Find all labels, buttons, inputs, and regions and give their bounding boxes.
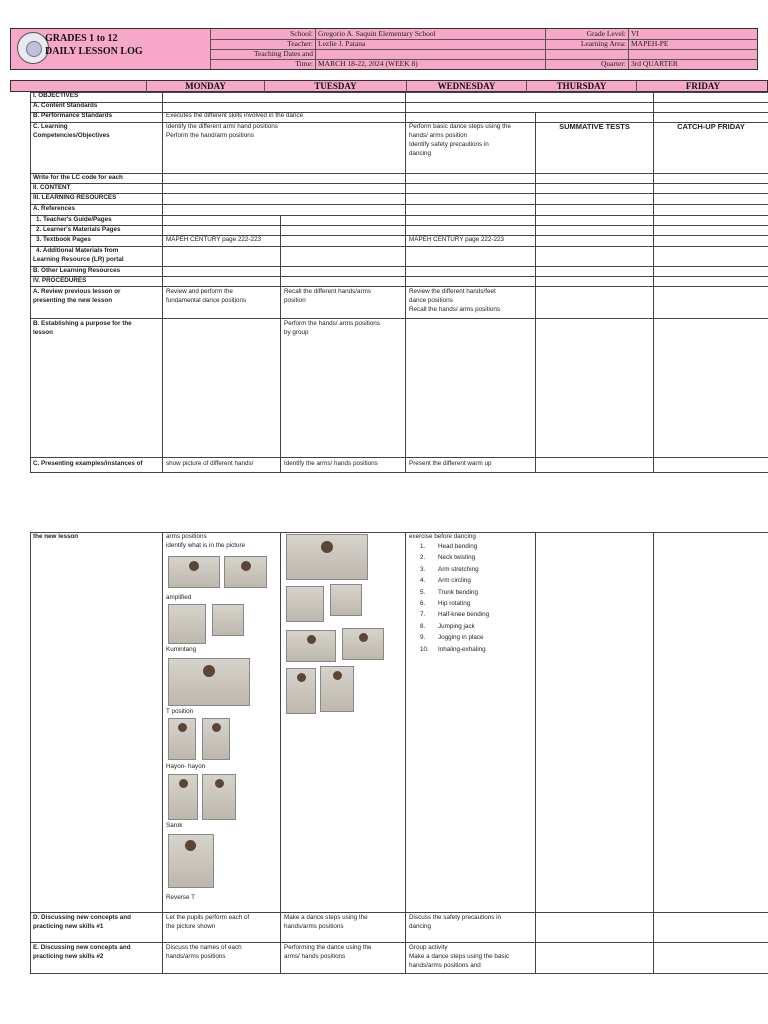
review-wednesday-1: Review the different hands/feet xyxy=(409,288,496,295)
row-additional-1: 4. Additional Materials from xyxy=(36,247,119,254)
e-monday-1: Discuss the names of each xyxy=(166,944,242,951)
row-additional-2: Learning Resource (LR) portal xyxy=(33,256,124,263)
photo-kumintang-1 xyxy=(168,604,206,644)
d-tuesday-2: hands/arms positions xyxy=(284,923,344,930)
e-wednesday-1: Group activity xyxy=(409,944,448,951)
warmup-item: 1. Head bending xyxy=(420,543,478,550)
row-objectives: I. OBJECTIVES xyxy=(33,92,79,99)
caption-sarok: Sarok xyxy=(166,822,183,829)
row-purpose-2: lesson xyxy=(33,329,53,336)
row-review-1: A. Review previous lesson or xyxy=(33,288,121,295)
grade-value: VI xyxy=(631,29,639,38)
area-value: MAPEH-PE xyxy=(631,39,669,48)
warmup-item: 2. Neck twisting xyxy=(420,554,476,562)
row-content-standards: A. Content Standards xyxy=(33,102,98,109)
day-wednesday: WEDNESDAY xyxy=(437,81,496,91)
photo-amplified-2 xyxy=(224,556,267,588)
review-wednesday-2: dance positions xyxy=(409,297,453,304)
textbook-wednesday: MAPEH CENTURY page 222-223 xyxy=(409,236,504,243)
lesson-table-page2 xyxy=(0,528,768,978)
review-tuesday-1: Recall the different hands/arms xyxy=(284,288,372,295)
row-learners-materials: 2. Learner's Materials Pages xyxy=(36,226,121,233)
quarter-label: Quarter: xyxy=(601,59,626,68)
lc-wednesday-4: dancing xyxy=(409,150,432,157)
caption-kumintang: Kumintang xyxy=(166,646,197,653)
day-thursday: THURSDAY xyxy=(556,81,607,91)
e-tuesday-2: arms/ hands positions xyxy=(284,953,346,960)
warmup-item: 8. Jumping jack xyxy=(420,622,475,630)
row-procedures: IV. PROCEDURES xyxy=(33,277,87,284)
photo-tuesday-4 xyxy=(286,630,336,662)
header-title-1: GRADES 1 to 12 xyxy=(45,33,118,44)
photo-tuesday-2 xyxy=(286,586,324,622)
d-wednesday-1: Discuss the safety precautions in xyxy=(409,914,502,921)
lc-wednesday-3: Identify safety precautions in xyxy=(409,141,489,148)
textbook-monday: MAPEH CENTURY page 222-223 xyxy=(166,236,261,243)
day-friday: FRIDAY xyxy=(685,81,721,91)
photo-tuesday-3 xyxy=(330,584,362,616)
lc-monday-1: Identify the different arm/ hand positions xyxy=(166,123,278,130)
photo-tuesday-6 xyxy=(286,668,316,714)
row-purpose-1: B. Establishing a purpose for the xyxy=(33,320,132,327)
caption-hayon-hayon: Hayon- hayon xyxy=(166,763,206,770)
row-performance-standards: B. Performance Standards xyxy=(33,112,113,119)
area-label: Learning Area: xyxy=(580,39,626,48)
photo-sarok-1 xyxy=(168,774,198,820)
lesson-table-page1 xyxy=(0,0,768,480)
row-review-2: presenting the new lesson xyxy=(33,297,113,304)
warmup-item: 9. Jogging in place xyxy=(420,634,484,642)
review-monday-1: Review and perform the xyxy=(166,288,233,295)
day-tuesday: TUESDAY xyxy=(314,81,357,91)
monday-identify: identify what is in the picture xyxy=(166,542,246,549)
performance-standards-value: Executes the different skills involved in the dance xyxy=(166,112,304,119)
teacher-label: Teacher: xyxy=(287,39,313,48)
day-monday: MONDAY xyxy=(185,81,226,91)
lc-monday-2: Perform the hand/arm positions xyxy=(166,132,254,139)
wednesday-warmup-intro: exercise before dancing xyxy=(409,533,476,540)
lc-friday: CATCH-UP FRIDAY xyxy=(677,122,745,131)
d-monday-1: Let the pupils perform each of xyxy=(166,914,250,921)
row-learning-competencies-2: Competencies/Objectives xyxy=(33,132,110,139)
photo-hayon-2 xyxy=(202,718,230,760)
teacher-value: Lezlie J. Patana xyxy=(318,39,366,48)
row-content: II. CONTENT xyxy=(33,184,71,191)
row-textbook: 3. Textbook Pages xyxy=(36,236,91,243)
dates-label-1: Teaching Dates and xyxy=(253,49,313,58)
warmup-item: 6. Hip rotating xyxy=(420,599,471,607)
caption-amplified: amplified xyxy=(166,594,192,601)
warmup-list xyxy=(420,543,532,657)
row-discussing-1-b: practicing new skills #1 xyxy=(33,923,104,930)
row-lc-code: Write for the LC code for each xyxy=(33,174,123,181)
row-learning-competencies-1: C. Learning xyxy=(33,123,68,130)
e-tuesday-1: Performing the dance using the xyxy=(284,944,372,951)
row-other-resources: B. Other Learning Resources xyxy=(33,267,121,274)
e-monday-2: hands/arms positions xyxy=(166,953,226,960)
photo-tuesday-5 xyxy=(342,628,384,660)
d-monday-2: the picture shown xyxy=(166,923,216,930)
photo-t-position xyxy=(168,658,250,706)
review-wednesday-3: Recall the hands/ arms positions xyxy=(409,306,501,313)
warmup-item: 10. Inhaling-exhaling xyxy=(420,645,486,653)
row-discussing-2-b: practicing new skills #2 xyxy=(33,953,104,960)
photo-sarok-2 xyxy=(202,774,236,820)
row-discussing-2-a: E. Discussing new concepts and xyxy=(33,944,131,951)
photo-tuesday-1 xyxy=(286,534,368,580)
review-tuesday-2: position xyxy=(284,297,306,304)
row-discussing-1-a: D. Discussing new concepts and xyxy=(33,914,131,921)
row-new-lesson: the new lesson xyxy=(33,533,79,540)
warmup-item: 5. Trunk bending xyxy=(420,588,479,596)
photo-hayon-1 xyxy=(168,718,196,760)
warmup-item: 3. Arm stretching xyxy=(420,565,479,573)
dates-label-2: Time: xyxy=(295,59,313,68)
photo-amplified-1 xyxy=(168,556,220,588)
caption-reverse-t: Reverse T xyxy=(166,894,195,901)
lc-thursday: SUMMATIVE TESTS xyxy=(559,122,630,131)
photo-kumintang-2 xyxy=(212,604,244,636)
review-monday-2: fundamental dance positions xyxy=(166,297,247,304)
purpose-tuesday-1: Perform the hands/ arms positions xyxy=(284,320,380,327)
purpose-tuesday-2: by group xyxy=(284,329,309,336)
lc-wednesday-1: Perform basic dance steps using the xyxy=(409,123,511,130)
quarter-value: 3rd QUARTER xyxy=(631,59,678,68)
row-learning-resources: III. LEARNING RESOURCES xyxy=(33,194,117,201)
header-title-2: DAILY LESSON LOG xyxy=(45,46,143,57)
caption-t-position: T position xyxy=(166,708,194,715)
monday-arms-positions: arms positions xyxy=(166,533,207,540)
warmup-item: 4. Arm circling xyxy=(420,577,471,585)
dates-value: MARCH 18-22, 2024 (WEEK 8) xyxy=(318,59,418,68)
d-tuesday-1: Make a dance steps using the xyxy=(284,914,368,921)
row-teachers-guide: 1. Teacher's Guide/Pages xyxy=(36,216,112,223)
school-value: Gregorio A. Saquin Elementary School xyxy=(318,29,436,38)
row-presenting-1: C. Presenting examples/instances of xyxy=(33,460,143,467)
presenting-monday: show picture of different hands/ xyxy=(166,460,254,467)
photo-reverse-t xyxy=(168,834,214,888)
d-wednesday-2: dancing xyxy=(409,923,432,930)
photo-tuesday-7 xyxy=(320,666,354,712)
warmup-item: 7. Half-knee bending xyxy=(420,611,490,619)
row-references: A. References xyxy=(33,205,75,212)
presenting-wednesday: Present the different warm up xyxy=(409,460,492,467)
presenting-tuesday: Identify the arms/ hands positions xyxy=(284,460,378,467)
e-wednesday-3: hands/arms positions and xyxy=(409,962,481,969)
e-wednesday-2: Make a dance steps using the basic xyxy=(409,953,510,960)
school-label: School: xyxy=(290,29,313,38)
lc-wednesday-2: hands/ arms position xyxy=(409,132,468,139)
grade-label: Grade Level: xyxy=(586,29,626,38)
